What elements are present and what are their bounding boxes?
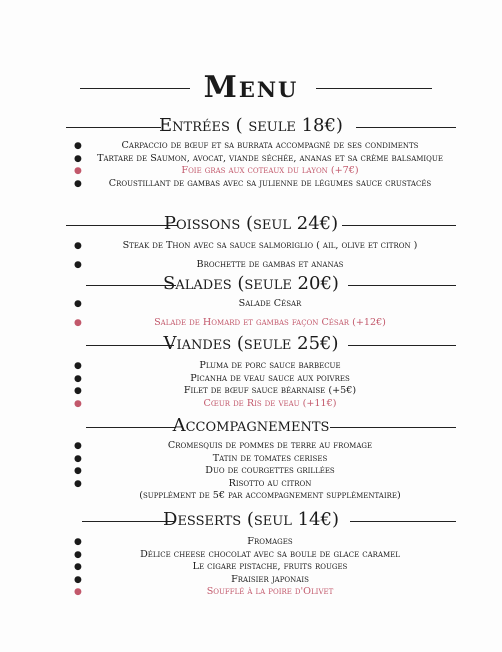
menu-title: Menu xyxy=(203,70,299,105)
item-text: Carpaccio de bœuf et sa burrata accompagné de ses condiments xyxy=(121,140,419,151)
item-text: Soufflé à la poire d'Olivet xyxy=(206,586,334,597)
bullet-icon: ● xyxy=(74,153,82,164)
section-title: Viandes (seule 25€) xyxy=(163,333,339,354)
menu-item xyxy=(0,561,502,574)
item-text: Picanha de veau sauce aux poivres xyxy=(190,372,350,384)
menu-item xyxy=(0,549,502,562)
section-heading-desserts xyxy=(0,508,502,534)
menu-item xyxy=(0,360,502,373)
section-heading-accompagnements xyxy=(0,414,502,440)
menu-item xyxy=(0,298,502,311)
bullet-icon: ● xyxy=(74,441,82,451)
bullet-icon: ● xyxy=(74,361,82,371)
heading-rule-right xyxy=(330,427,456,428)
item-text: Tartare de Saumon, avocat, viande séchée, ananas et sa crème balsamique xyxy=(97,152,443,164)
menu-item xyxy=(0,440,502,453)
bullet-icon: ● xyxy=(74,241,82,251)
item-text: (supplément de 5€ par accompagnement supplémentaire) xyxy=(139,490,401,501)
bullet-icon: ● xyxy=(74,141,82,151)
section-items-entrees xyxy=(0,140,502,190)
item-text: Croustillant de gambas avec sa julienne de légumes sauce crustacés xyxy=(108,177,432,189)
section-items-accompagnements xyxy=(0,440,502,503)
item-text: Steak de Thon avec sa sauce salmoriglio ( ail, olive et citron ) xyxy=(122,240,418,251)
section-items-desserts xyxy=(0,536,502,599)
bullet-icon: ● xyxy=(74,259,82,270)
bullet-icon: ● xyxy=(74,373,82,384)
bullet-icon: ● xyxy=(74,178,82,189)
menu-item xyxy=(0,574,502,587)
section-title: Entrées ( seule 18€) xyxy=(159,115,343,136)
item-text: Salade César xyxy=(238,298,302,309)
bullet-icon: ● xyxy=(74,299,82,309)
item-text: Foie gras aux coteaux du layon (+7€) xyxy=(181,165,359,176)
bullet-icon: ● xyxy=(74,537,82,547)
heading-rule-right xyxy=(350,521,456,522)
item-text: Délice cheese chocolat avec sa boule de glace caramel xyxy=(140,548,400,560)
item-text: Cromesquis de pommes de terre au fromage xyxy=(167,440,373,451)
title-rule-right xyxy=(316,88,432,89)
menu-item xyxy=(0,153,502,166)
bullet-icon: ● xyxy=(74,466,82,476)
menu-item xyxy=(0,178,502,191)
bullet-icon: ● xyxy=(74,317,82,328)
menu-item xyxy=(0,465,502,478)
section-heading-viandes xyxy=(0,332,502,358)
bullet-icon: ● xyxy=(74,453,82,464)
menu-item xyxy=(0,140,502,153)
heading-rule-right xyxy=(348,285,456,286)
item-text: Duo de courgettes grillées xyxy=(205,465,335,476)
section-items-poissons xyxy=(0,240,502,271)
menu-item xyxy=(0,317,502,330)
item-text: Pluma de porc sauce barbecue xyxy=(199,360,341,371)
section-title: Poissons (seul 24€) xyxy=(163,213,339,234)
heading-rule-right xyxy=(342,225,456,226)
heading-rule-right xyxy=(356,127,456,128)
bullet-icon: ● xyxy=(74,587,82,597)
section-heading-entrees xyxy=(0,114,502,140)
menu-note xyxy=(0,490,502,503)
bullet-icon: ● xyxy=(74,166,82,176)
bullet-icon: ● xyxy=(74,398,82,409)
item-text: Risotto au citron xyxy=(228,477,312,489)
section-items-salades xyxy=(0,298,502,329)
item-text: Fraisier japonais xyxy=(231,573,309,585)
item-text: Salade de Homard et gambas façon César (+12€) xyxy=(154,316,386,328)
bullet-icon: ● xyxy=(74,478,82,489)
menu-item xyxy=(0,165,502,178)
menu-item xyxy=(0,259,502,272)
menu-title-row xyxy=(0,70,502,106)
section-title: Salades (seule 20€) xyxy=(163,273,339,294)
item-text: Filet de bœuf sauce béarnaise (+5€) xyxy=(183,385,357,396)
menu-item xyxy=(0,373,502,386)
bullet-icon: ● xyxy=(74,549,82,560)
section-items-viandes xyxy=(0,360,502,410)
menu-item xyxy=(0,453,502,466)
item-text: Cœur de Ris de veau (+11€) xyxy=(203,397,337,409)
bullet-icon: ● xyxy=(74,386,82,396)
bullet-icon: ● xyxy=(74,574,82,585)
section-title: Desserts (seul 14€) xyxy=(163,509,339,530)
menu-item xyxy=(0,240,502,253)
section-heading-salades xyxy=(0,272,502,298)
menu-item xyxy=(0,478,502,491)
item-text: Le cigare pistache, fruits rouges xyxy=(192,561,348,572)
heading-rule-right xyxy=(348,345,456,346)
menu-item xyxy=(0,385,502,398)
item-text: Fromages xyxy=(247,536,293,547)
section-title: Accompagnements xyxy=(172,415,330,436)
menu-item xyxy=(0,398,502,411)
section-heading-poissons xyxy=(0,212,502,238)
item-text: Brochette de gambas et ananas xyxy=(196,258,344,270)
item-text: Tatin de tomates cerises xyxy=(212,452,328,464)
menu-item xyxy=(0,586,502,599)
bullet-icon: ● xyxy=(74,562,82,572)
menu-item xyxy=(0,536,502,549)
